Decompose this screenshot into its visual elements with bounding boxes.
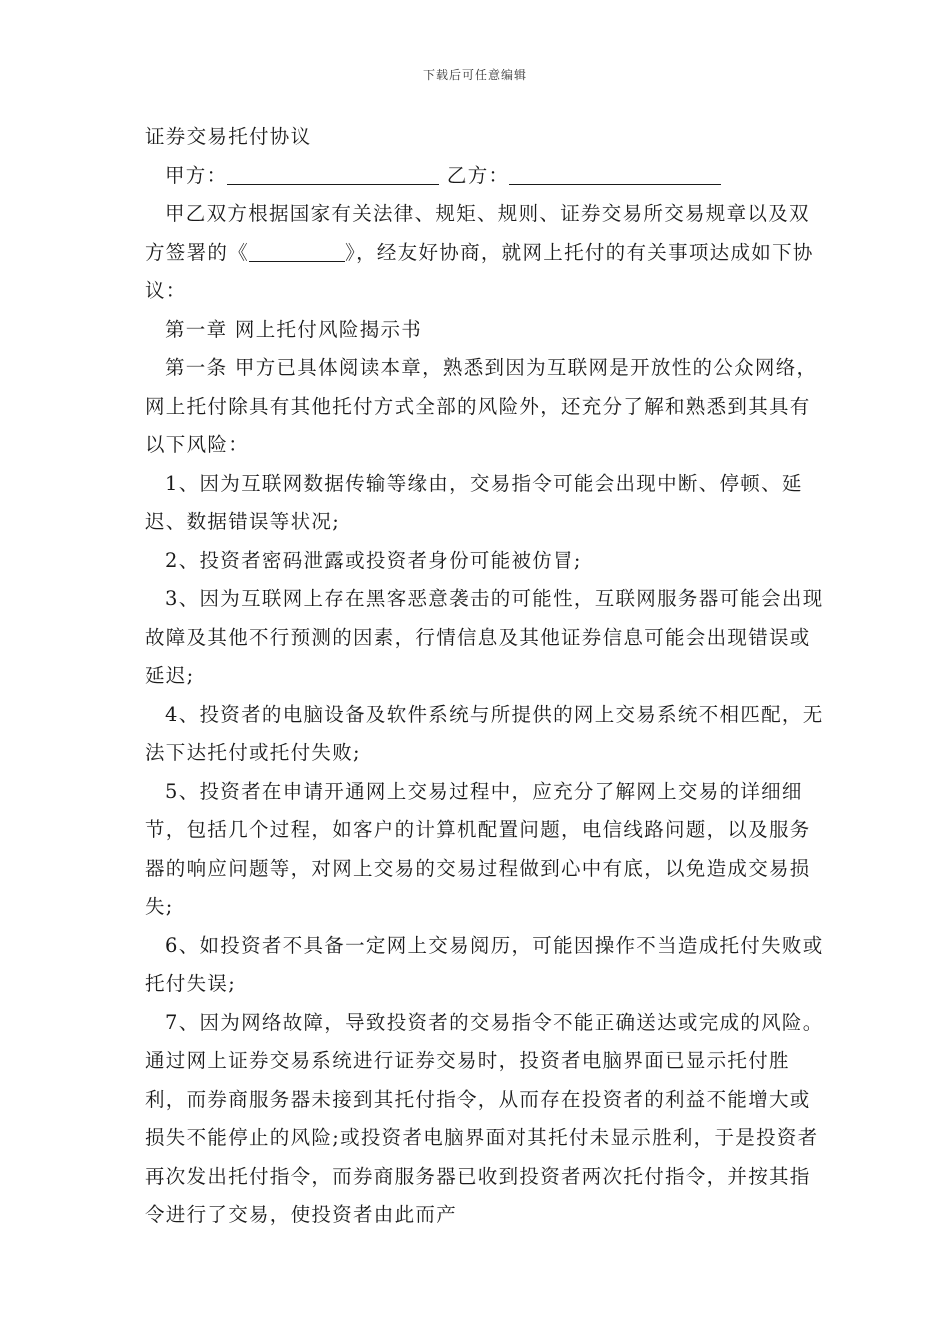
risk-item-2: 2、投资者密码泄露或投资者身份可能被仿冒; xyxy=(165,548,582,572)
agreement-name-blank[interactable] xyxy=(249,239,345,262)
intro-text-before: 甲乙双方根据国家有关法律、规矩、规则、证券交易所交易规章以及双方签署的《 xyxy=(145,202,810,264)
risk-item-4: 4、投资者的电脑设备及软件系统与所提供的网上交易系统不相匹配，无法下达托付或托付失败; xyxy=(145,702,824,764)
parties-line xyxy=(145,157,825,196)
party-a-blank[interactable] xyxy=(227,162,439,185)
document-body xyxy=(145,118,825,1235)
article-1: 第一条 甲方已具体阅读本章，熟悉到因为互联网是开放性的公众网络，网上托付除具有其他托付方式全部的风险外，还充分了解和熟悉到其具有以下风险： xyxy=(145,356,818,456)
risk-item-5: 5、投资者在申请开通网上交易过程中，应充分了解网上交易的详细细节，包括几个过程，如客户的计算机配置问题，电信线路问题，以及服务器的响应问题等，对网上交易的交易过程做到心中有底，以免造成交易损失; xyxy=(145,779,811,918)
page-header: 下载后可任意编辑 xyxy=(422,68,527,82)
intro-text-after: 》，经友好协商，就网上托付的有关事项达成如下协议： xyxy=(145,240,814,302)
intro-paragraph xyxy=(145,195,825,311)
document-title: 证券交易托付协议 xyxy=(145,125,312,148)
risk-item-3: 3、因为互联网上存在黑客恶意袭击的可能性，互联网服务器可能会出现故障及其他不行预测的因素，行情信息及其他证券信息可能会出现错误或延迟; xyxy=(145,587,824,687)
risk-item-6: 6、如投资者不具备一定网上交易阅历，可能因操作不当造成托付失败或托付失误; xyxy=(145,933,824,995)
party-b-blank[interactable] xyxy=(509,162,721,185)
chapter-1-title: 第一章 网上托付风险揭示书 xyxy=(165,317,423,341)
risk-item-1: 1、因为互联网数据传输等缘由，交易指令可能会出现中断、停顿、延迟、数据错误等状况; xyxy=(145,471,803,533)
party-b-label: 乙方： xyxy=(446,163,510,187)
risk-item-7: 7、因为网络故障，导致投资者的交易指令不能正确送达或完成的风险。通过网上证券交易系统进行证券交易时，投资者电脑界面已显示托付胜利，而券商服务器未接到其托付指令，从而存在投资者的利益不能增大或损失不能停止的风险;或投资者电脑界面对其托付未显示胜利，于是投资者再次发出托付指令，而券商服务器已收到投资者两次托付指令，并按其指令进行了交易，使投资者由此而产 xyxy=(145,1010,824,1226)
party-a-label: 甲方： xyxy=(165,163,228,187)
